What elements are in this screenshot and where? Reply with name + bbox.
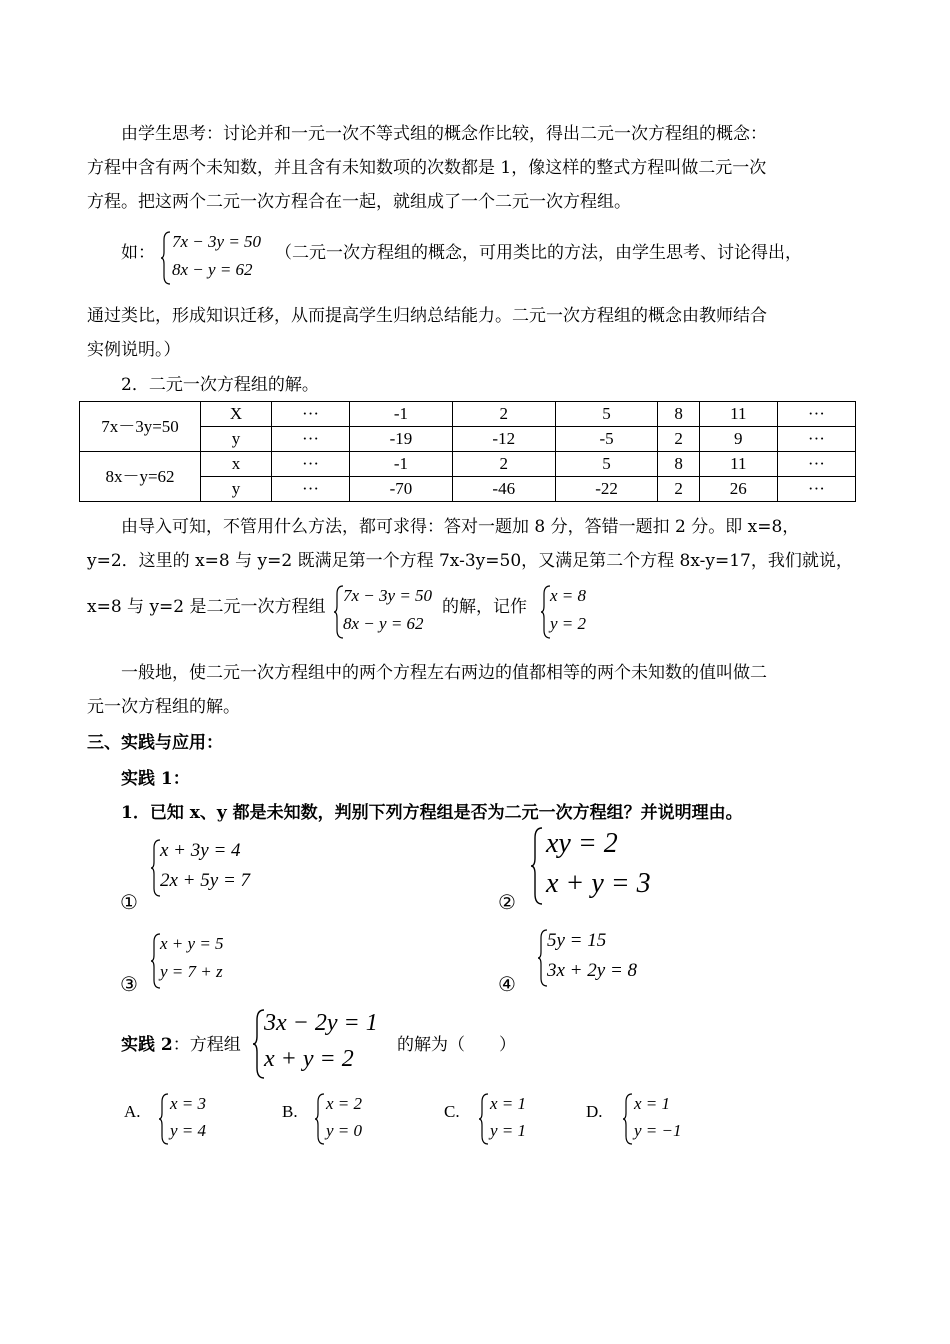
- practice2-title: 实践 2: [121, 1035, 173, 1055]
- table-cell: -1: [350, 452, 453, 477]
- brace-icon: [158, 1092, 170, 1146]
- practice2-line: [121, 1032, 241, 1058]
- para2-line3a: x=8 与 y=2 是二元一次方程组: [87, 597, 326, 617]
- para2-line1: 由导入可知，不管用什么方法，都可求得：答对一题加 8 分，答错一题扣 2 分。即 x=8，: [121, 517, 800, 537]
- table-cell: 8: [658, 402, 699, 427]
- para2-system: [333, 584, 443, 640]
- table-row: [80, 402, 856, 427]
- mark-2: ②: [498, 890, 516, 914]
- option-d-eq1: x = 1: [634, 1094, 671, 1113]
- table-cell: -46: [452, 477, 555, 502]
- example-eq1: 7x − 3y = 50: [172, 232, 262, 251]
- example-note2: 通过类比，形成知识迁移，从而提高学生归纳总结能力。二元一次方程组的概念由教师结合: [87, 306, 767, 326]
- table-cell: y: [201, 427, 272, 452]
- table-cell: -19: [350, 427, 453, 452]
- table-row: [80, 452, 856, 477]
- table-cell: 2: [658, 477, 699, 502]
- practice1-system-4: [537, 928, 657, 988]
- para1-line2: 方程中含有两个未知数，并且含有未知数项的次数都是 1，像这样的整式方程叫做二元一次: [87, 158, 767, 178]
- table-cell: ···: [777, 477, 855, 502]
- option-d-system: [622, 1092, 702, 1146]
- table-cell: ···: [272, 477, 350, 502]
- table-cell: -1: [350, 402, 453, 427]
- para2-sol-eq1: x = 8: [550, 586, 587, 605]
- table-cell: y: [201, 477, 272, 502]
- item4-eq1: 5y = 15: [547, 930, 607, 951]
- option-b-eq2: y = 0: [326, 1121, 363, 1140]
- table-cell: ···: [777, 427, 855, 452]
- para3-line2: 元一次方程组的解。: [87, 697, 240, 717]
- option-c-eq2: y = 1: [490, 1121, 527, 1140]
- example-note3: 实例说明。）: [87, 340, 181, 360]
- practice1-system-1: [150, 838, 270, 898]
- practice1-system-3: [150, 932, 250, 990]
- section2-title: 2．二元一次方程组的解。: [121, 375, 319, 395]
- item3-eq2: y = 7 + z: [160, 962, 223, 981]
- option-b-label: B.: [282, 1102, 298, 1121]
- option-a-label: A.: [124, 1102, 141, 1121]
- table-cell: 9: [699, 427, 777, 452]
- brace-icon: [622, 1092, 634, 1146]
- solution-table: [79, 401, 856, 502]
- practice2-eq2: x + y = 2: [264, 1046, 354, 1072]
- para2-line2: y=2．这里的 x=8 与 y=2 既满足第一个方程 7x-3y=50，又满足第二个方程 8x-y=17，我们就说，: [87, 551, 853, 571]
- option-a-eq1: x = 3: [170, 1094, 207, 1113]
- table-cell: ···: [777, 452, 855, 477]
- brace-icon: [478, 1092, 490, 1146]
- table-cell: ···: [272, 402, 350, 427]
- item2-eq2: x + y = 3: [546, 868, 651, 899]
- para2-line3b: 的解，记作: [442, 597, 527, 617]
- table-cell: 2: [452, 402, 555, 427]
- brace-icon: [160, 230, 172, 286]
- table-cell: -12: [452, 427, 555, 452]
- item1-eq1: x + 3y = 4: [160, 840, 241, 861]
- practice1-question: 1．已知 x、y 都是未知数，判别下列方程组是否为二元一次方程组？并说明理由。: [121, 803, 743, 823]
- table-cell: 2: [452, 452, 555, 477]
- item1-eq2: 2x + 5y = 7: [160, 870, 251, 891]
- practice1-system-2: [530, 826, 670, 906]
- table-cell: 8: [658, 452, 699, 477]
- table-cell: ···: [272, 452, 350, 477]
- option-c-label: C.: [444, 1102, 460, 1121]
- option-d-eq2: y = −1: [634, 1121, 682, 1140]
- item2-eq1: xy = 2: [546, 828, 618, 859]
- example-eq2: 8x − y = 62: [172, 260, 253, 279]
- table-cell: -22: [555, 477, 658, 502]
- table-cell: -5: [555, 427, 658, 452]
- para2-sol-eq2: y = 2: [550, 614, 587, 633]
- table-eq-a: 7x－3y=50: [80, 402, 201, 452]
- option-a-eq2: y = 4: [170, 1121, 207, 1140]
- table-eq-b: 8x－y=62: [80, 452, 201, 502]
- table-cell: X: [201, 402, 272, 427]
- example-note1: （二元一次方程组的概念，可用类比的方法，由学生思考、讨论得出，: [275, 243, 802, 263]
- example-label: 如：: [121, 243, 155, 263]
- para1-line1: 由学生思考：讨论并和一元一次不等式组的概念作比较，得出二元一次方程组的概念：: [121, 124, 767, 144]
- para2-solution: [540, 584, 610, 640]
- table-cell: 11: [699, 402, 777, 427]
- mark-1: ①: [120, 890, 138, 914]
- table-cell: 5: [555, 402, 658, 427]
- mark-4: ④: [498, 972, 516, 996]
- para3-line1: 一般地，使二元一次方程组中的两个方程左右两边的值都相等的两个未知数的值叫做二: [121, 663, 767, 683]
- para1-line3: 方程。把这两个二元一次方程合在一起，就组成了一个二元一次方程组。: [87, 192, 631, 212]
- practice2-system: [252, 1008, 392, 1080]
- option-d-label: D.: [586, 1102, 603, 1121]
- example-system: [160, 230, 280, 286]
- table-cell: ···: [272, 427, 350, 452]
- table-cell: ···: [777, 402, 855, 427]
- option-c-eq1: x = 1: [490, 1094, 527, 1113]
- option-a-system: [158, 1092, 228, 1146]
- option-b-system: [314, 1092, 384, 1146]
- table-cell: 2: [658, 427, 699, 452]
- brace-icon: [530, 826, 544, 906]
- table-cell: -70: [350, 477, 453, 502]
- table-cell: 11: [699, 452, 777, 477]
- option-b-eq1: x = 2: [326, 1094, 363, 1113]
- table-cell: 26: [699, 477, 777, 502]
- practice2-prefix: ：方程组: [172, 1035, 241, 1055]
- option-c-system: [478, 1092, 548, 1146]
- mark-3: ③: [120, 972, 138, 996]
- item4-eq2: 3x + 2y = 8: [547, 960, 638, 981]
- item3-eq1: x + y = 5: [160, 934, 224, 953]
- para2-sys-eq2: 8x − y = 62: [343, 614, 424, 633]
- practice1-title: 实践 1：: [121, 769, 190, 789]
- table-cell: 5: [555, 452, 658, 477]
- brace-icon: [314, 1092, 326, 1146]
- practice2-suffix: 的解为（ ）: [397, 1035, 516, 1055]
- practice2-eq1: 3x − 2y = 1: [264, 1010, 378, 1036]
- table-cell: x: [201, 452, 272, 477]
- section3-title: 三、实践与应用：: [87, 733, 223, 753]
- para2-sys-eq1: 7x − 3y = 50: [343, 586, 433, 605]
